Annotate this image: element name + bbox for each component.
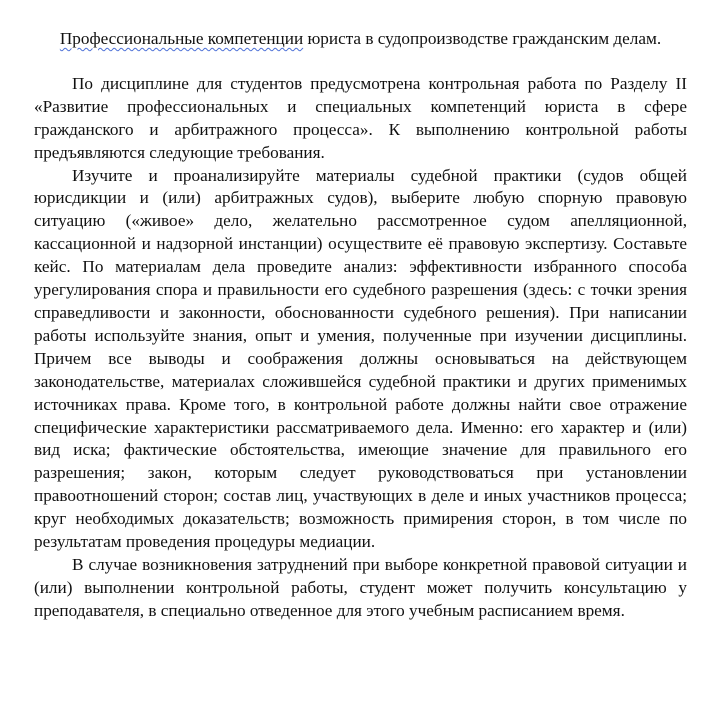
paragraph-intro: По дисциплине для студентов предусмотрена контрольная работа по Разделу II «Развитие профессиональных и специальных компетенций юриста в сфере гражданского и арбитражного процесса». К выполнению контрольной работы предъявляются следующие требования. [34,73,687,162]
document-title [34,28,687,51]
document-page [34,28,687,623]
paragraph-consultation: В случае возникновения затруднений при выборе конкретной правовой ситуации и (или) выполнении контрольной работы, студент может получить консультацию у преподавателя, в специально отведенное для этого учебным расписанием время. [34,554,687,620]
paragraph-requirements: Изучите и проанализируйте материалы судебной практики (судов общей юрисдикции и (или) арбитражных судов), выберите любую спорную правовую ситуацию («живое» дело, желательно рассмотренное судом апелляционной, кассационной и надзорной инстанции) осуществите её правовую экспертизу. Составьте кейс. По материалам дела проведите анализ: эффективности избранного способа урегулирования спора и правильности его судебного разрешения (здесь: с точки зрения справедливости и законности, обоснованности судебного решения). При написании работы используйте знания, опыт и умения, полученные при изучении дисциплины. Причем все выводы и соображения должны основываться на действующем законодательстве, материалах сложившейся судебной практики и других применимых источниках права. Кроме того, в контрольной работе должны найти свое отражение специфические характеристики рассматриваемого дела. Именно: его характер и (или) вид иска; фактические обстоятельства, имеющие значение для правильного его разрешения; закон, которым следует руководствоваться при установлении правоотношений сторон; состав лиц, участвующих в деле и иных участников процесса; круг необходимых доказательств; возможность примирения сторон, в том числе по результатам проведения процедуры медиации. [34,165,687,552]
title-text: юриста в судопроизводстве гражданским делам. [303,29,662,48]
title-spellcheck-underlined-text: Профессиональные компетенции [59,29,304,48]
